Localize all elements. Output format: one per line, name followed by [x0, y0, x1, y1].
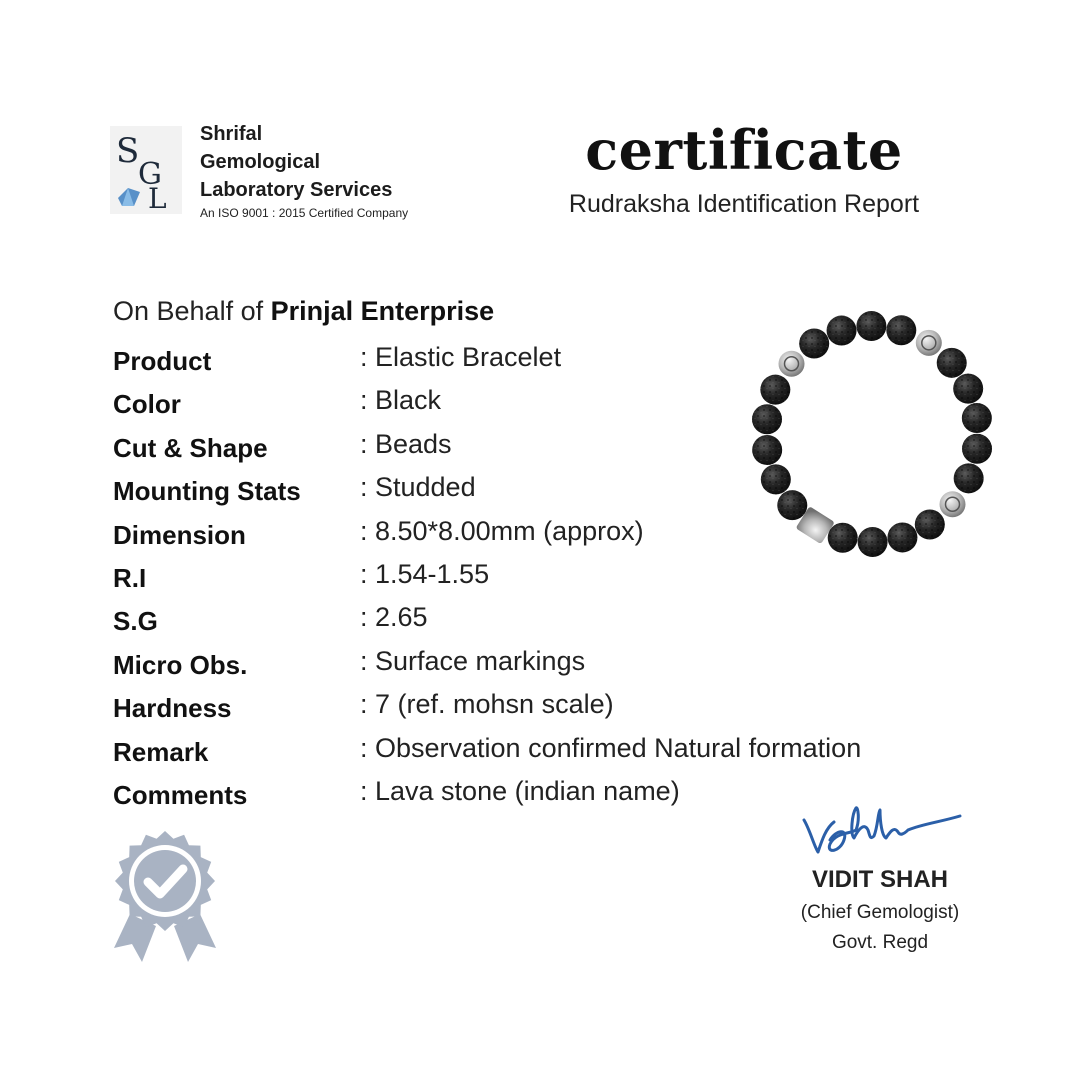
behalf-company: Prinjal Enterprise	[270, 296, 495, 326]
on-behalf-line	[113, 296, 494, 327]
lava-bead-texture	[760, 375, 790, 405]
lava-bead-texture	[886, 315, 916, 345]
detail-value: : Beads	[360, 428, 452, 459]
signer-name: VIDIT SHAH	[811, 866, 948, 893]
svg-text:L: L	[148, 182, 167, 214]
detail-label: S.G	[113, 606, 158, 637]
lava-bead-texture	[752, 404, 782, 434]
bracelet-beads	[752, 311, 992, 557]
detail-value: : Studded	[360, 472, 476, 503]
lava-bead-texture	[828, 523, 858, 553]
detail-value: : Black	[360, 385, 442, 416]
lava-bead-texture	[752, 435, 782, 465]
detail-label: R.I	[113, 562, 147, 593]
lava-bead-texture	[962, 403, 992, 433]
signer-role: (Chief Gemologist)	[800, 902, 960, 923]
lava-bead-texture	[799, 328, 829, 358]
lava-bead-texture	[761, 464, 791, 494]
lava-bead-texture	[827, 316, 857, 346]
lab-name-line-1: Shrifal	[200, 123, 263, 145]
silver-spacer-bead	[939, 491, 965, 517]
detail-value: : Elastic Bracelet	[360, 342, 562, 372]
lava-bead-texture	[777, 490, 807, 520]
lava-bead-texture	[856, 311, 886, 341]
lava-bead-texture	[937, 348, 967, 378]
detail-value: : 8.50*8.00mm (approx)	[360, 515, 644, 546]
lab-name-block	[200, 120, 408, 220]
detail-label: Remark	[113, 736, 209, 767]
lab-name-line-3: Laboratory Services	[200, 179, 393, 201]
detail-value: : 1.54-1.55	[360, 558, 490, 589]
detail-label: Mounting Stats	[113, 476, 301, 507]
sgl-logo-icon	[110, 126, 182, 214]
detail-value: : Observation confirmed Natural formation	[360, 732, 862, 763]
lava-bead-texture	[915, 510, 945, 540]
signer-block	[780, 866, 980, 954]
lava-bead-bracelet-image	[744, 306, 1000, 566]
detail-label: Cut & Shape	[113, 432, 268, 463]
detail-value: : Lava stone (indian name)	[360, 775, 680, 806]
lava-bead-texture	[954, 463, 984, 493]
detail-label: Micro Obs.	[113, 649, 248, 680]
signature-icon	[800, 800, 965, 860]
award-badge-check-icon	[108, 826, 222, 966]
lava-bead-texture	[887, 522, 917, 552]
svg-text:G: G	[138, 157, 162, 192]
signer-registration: Govt. Regd	[831, 932, 929, 953]
detail-value: : 7 (ref. mohsn scale)	[360, 689, 614, 720]
lava-bead-texture	[953, 374, 983, 404]
silver-spacer-bead	[779, 351, 805, 377]
certificate-title: certificate	[585, 118, 903, 182]
lava-bead-texture	[962, 434, 992, 464]
report-subtitle: Rudraksha Identification Report	[568, 190, 920, 218]
detail-value: : Surface markings	[360, 645, 586, 676]
lava-bead-texture	[858, 527, 888, 557]
detail-label: Hardness	[113, 693, 232, 724]
lab-name-line-2: Gemological	[200, 151, 321, 173]
detail-value: : 2.65	[360, 602, 428, 633]
svg-text:S: S	[116, 131, 140, 171]
detail-label: Comments	[113, 779, 248, 810]
detail-label: Product	[113, 346, 212, 376]
detail-label: Dimension	[113, 519, 246, 550]
behalf-prefix: On Behalf of	[113, 296, 271, 326]
iso-certification-text: An ISO 9001 : 2015 Certified Company	[200, 206, 409, 220]
detail-label: Color	[113, 389, 181, 420]
silver-spacer-bead	[916, 330, 942, 356]
